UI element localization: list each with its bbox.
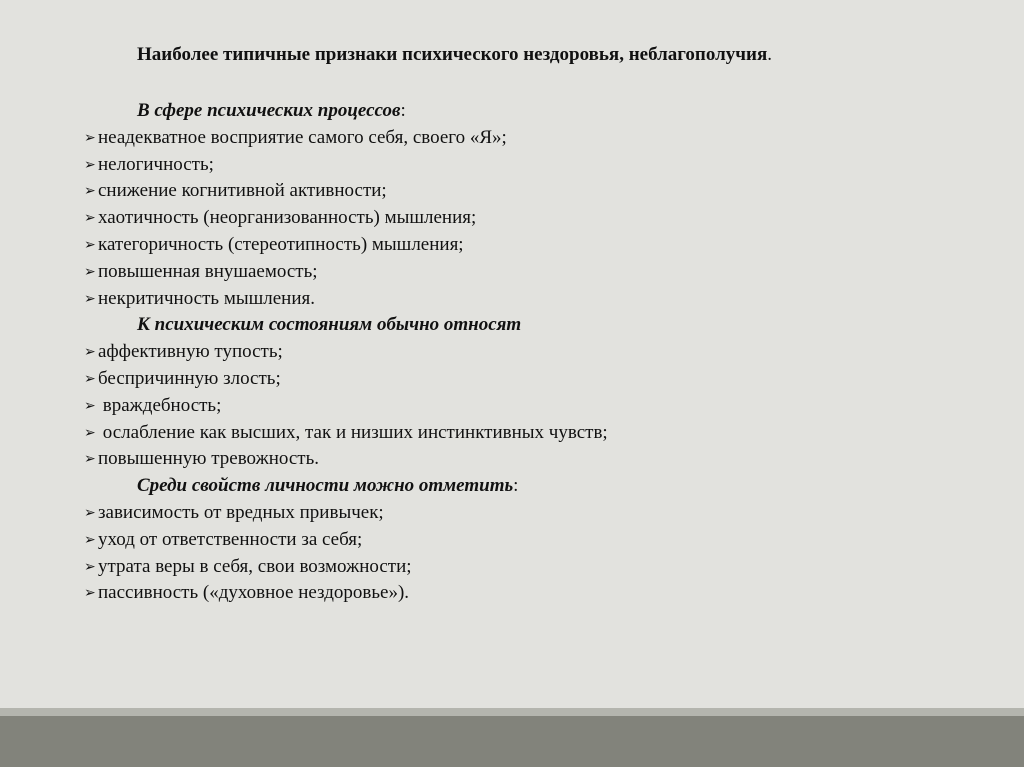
arrow-bullet-icon: ➢ xyxy=(84,210,96,227)
list-item: ➢ враждебность; xyxy=(84,393,608,420)
section-heading-personality: Среди свойств личности можно отметить: xyxy=(137,475,519,497)
arrow-bullet-icon: ➢ xyxy=(84,531,96,548)
list-item: ➢ повышенную тревожность. xyxy=(84,446,608,473)
list-item: ➢ ослабление как высших, так и низших инстинктивных чувств; xyxy=(84,420,608,447)
arrow-bullet-icon: ➢ xyxy=(84,504,96,521)
content-list xyxy=(84,98,608,607)
list-item: ➢ утрата веры в себя, свои возможности; xyxy=(84,554,608,581)
arrow-bullet-icon: ➢ xyxy=(84,156,96,173)
list-item: ➢ аффективную тупость; xyxy=(84,339,608,366)
list-item: ➢ некритичность мышления. xyxy=(84,286,608,313)
arrow-bullet-icon: ➢ xyxy=(84,397,96,414)
arrow-bullet-icon: ➢ xyxy=(84,451,96,468)
arrow-bullet-icon: ➢ xyxy=(84,290,96,307)
list-item: ➢ нелогичность; xyxy=(84,152,608,179)
list-item: ➢ повышенная внушаемость; xyxy=(84,259,608,286)
arrow-bullet-icon: ➢ xyxy=(84,424,96,441)
section-heading-states: К психическим состояниям обычно относят xyxy=(137,314,522,336)
arrow-bullet-icon: ➢ xyxy=(84,370,96,387)
list-item: ➢ беспричинную злость; xyxy=(84,366,608,393)
title-text: Наиболее типичные признаки психического нездоровья, неблагополучия xyxy=(137,44,768,65)
list-item: ➢ снижение когнитивной активности; xyxy=(84,178,608,205)
arrow-bullet-icon: ➢ xyxy=(84,183,96,200)
arrow-bullet-icon: ➢ xyxy=(84,236,96,253)
section-heading-processes: В сфере психических процессов: xyxy=(137,100,406,121)
list-item: ➢ уход от ответственности за себя; xyxy=(84,527,608,554)
list-item: ➢ неадекватное восприятие самого себя, своего «Я»; xyxy=(84,125,608,152)
title-period: . xyxy=(767,44,772,65)
list-item: ➢ категоричность (стереотипность) мышления; xyxy=(84,232,608,259)
arrow-bullet-icon: ➢ xyxy=(84,344,96,361)
bottom-band-highlight xyxy=(0,708,1024,716)
slide-title xyxy=(137,44,772,66)
arrow-bullet-icon: ➢ xyxy=(84,263,96,280)
list-item: ➢ пассивность («духовное нездоровье»). xyxy=(84,580,608,607)
list-item: ➢ хаотичность (неорганизованность) мышления; xyxy=(84,205,608,232)
arrow-bullet-icon: ➢ xyxy=(84,558,96,575)
bottom-band xyxy=(0,716,1024,767)
list-item: ➢ зависимость от вредных привычек; xyxy=(84,500,608,527)
arrow-bullet-icon: ➢ xyxy=(84,129,96,146)
arrow-bullet-icon: ➢ xyxy=(84,585,96,602)
